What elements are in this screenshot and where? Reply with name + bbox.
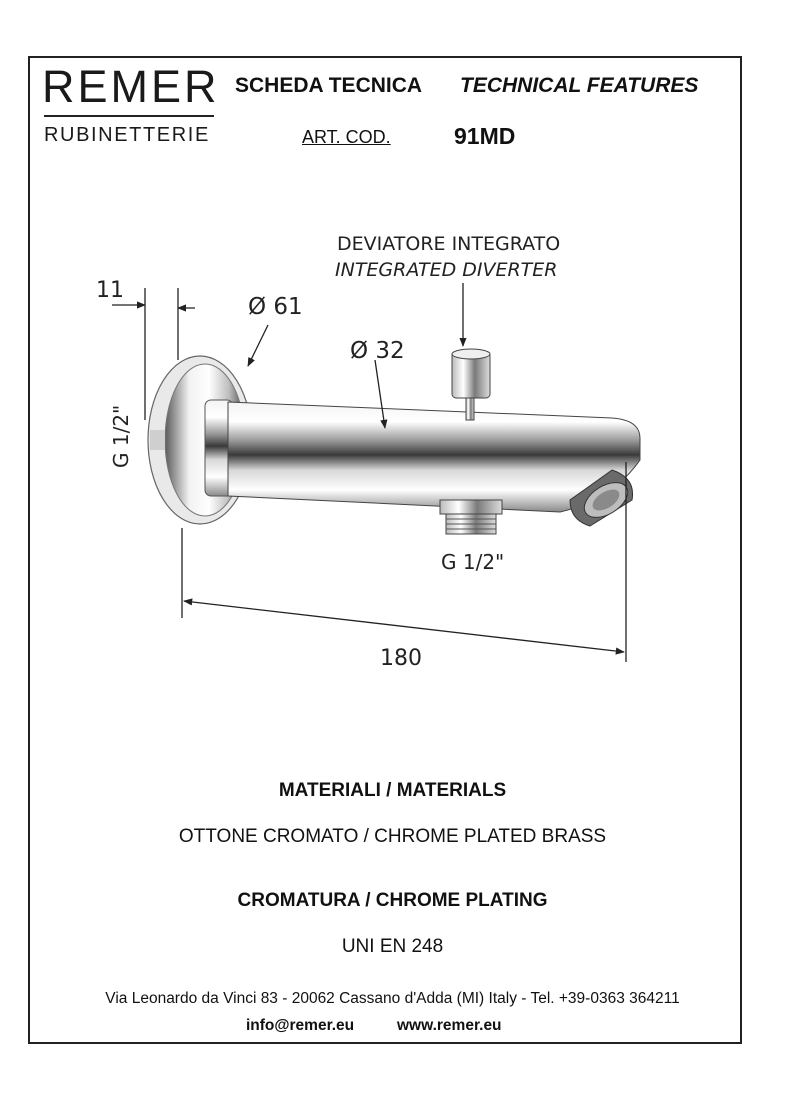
diverter-knob <box>452 349 490 420</box>
brand-logo: REMER <box>42 61 220 112</box>
bottom-connector <box>440 500 502 534</box>
dim-rosette-text: Ø 61 <box>248 294 303 320</box>
thread-wall-text: G 1/2" <box>109 404 133 468</box>
footer-website[interactable]: www.remer.eu <box>397 1017 502 1034</box>
materials-value: OTTONE CROMATO / CHROME PLATED BRASS <box>178 826 607 847</box>
plating-heading: CROMATURA / CHROME PLATING <box>237 890 548 911</box>
thread-bottom-text: G 1/2" <box>441 550 505 574</box>
dim-spout-text: Ø 32 <box>350 338 405 364</box>
materials-heading: MATERIALI / MATERIALS <box>278 780 507 801</box>
article-code-value: 91MD <box>454 123 516 149</box>
article-code-label: ART. COD. <box>302 127 391 147</box>
footer-email[interactable]: info@remer.eu <box>246 1017 355 1034</box>
footer-address: Via Leonardo da Vinci 83 - 20062 Cassano d'Adda (MI) Italy - Tel. +39-0363 364211 <box>105 990 680 1007</box>
dim-flange-text: 11 <box>96 278 124 303</box>
dim-length-text: 180 <box>380 646 422 671</box>
diverter-label-en: INTEGRATED DIVERTER <box>335 259 558 281</box>
plating-value: UNI EN 248 <box>341 936 444 957</box>
title-english: TECHNICAL FEATURES <box>460 74 699 97</box>
title-italian: SCHEDA TECNICA <box>235 74 423 97</box>
brand-subtitle: RUBINETTERIE <box>44 124 210 146</box>
diverter-label-it: DEVIATORE INTEGRATO <box>337 233 561 255</box>
